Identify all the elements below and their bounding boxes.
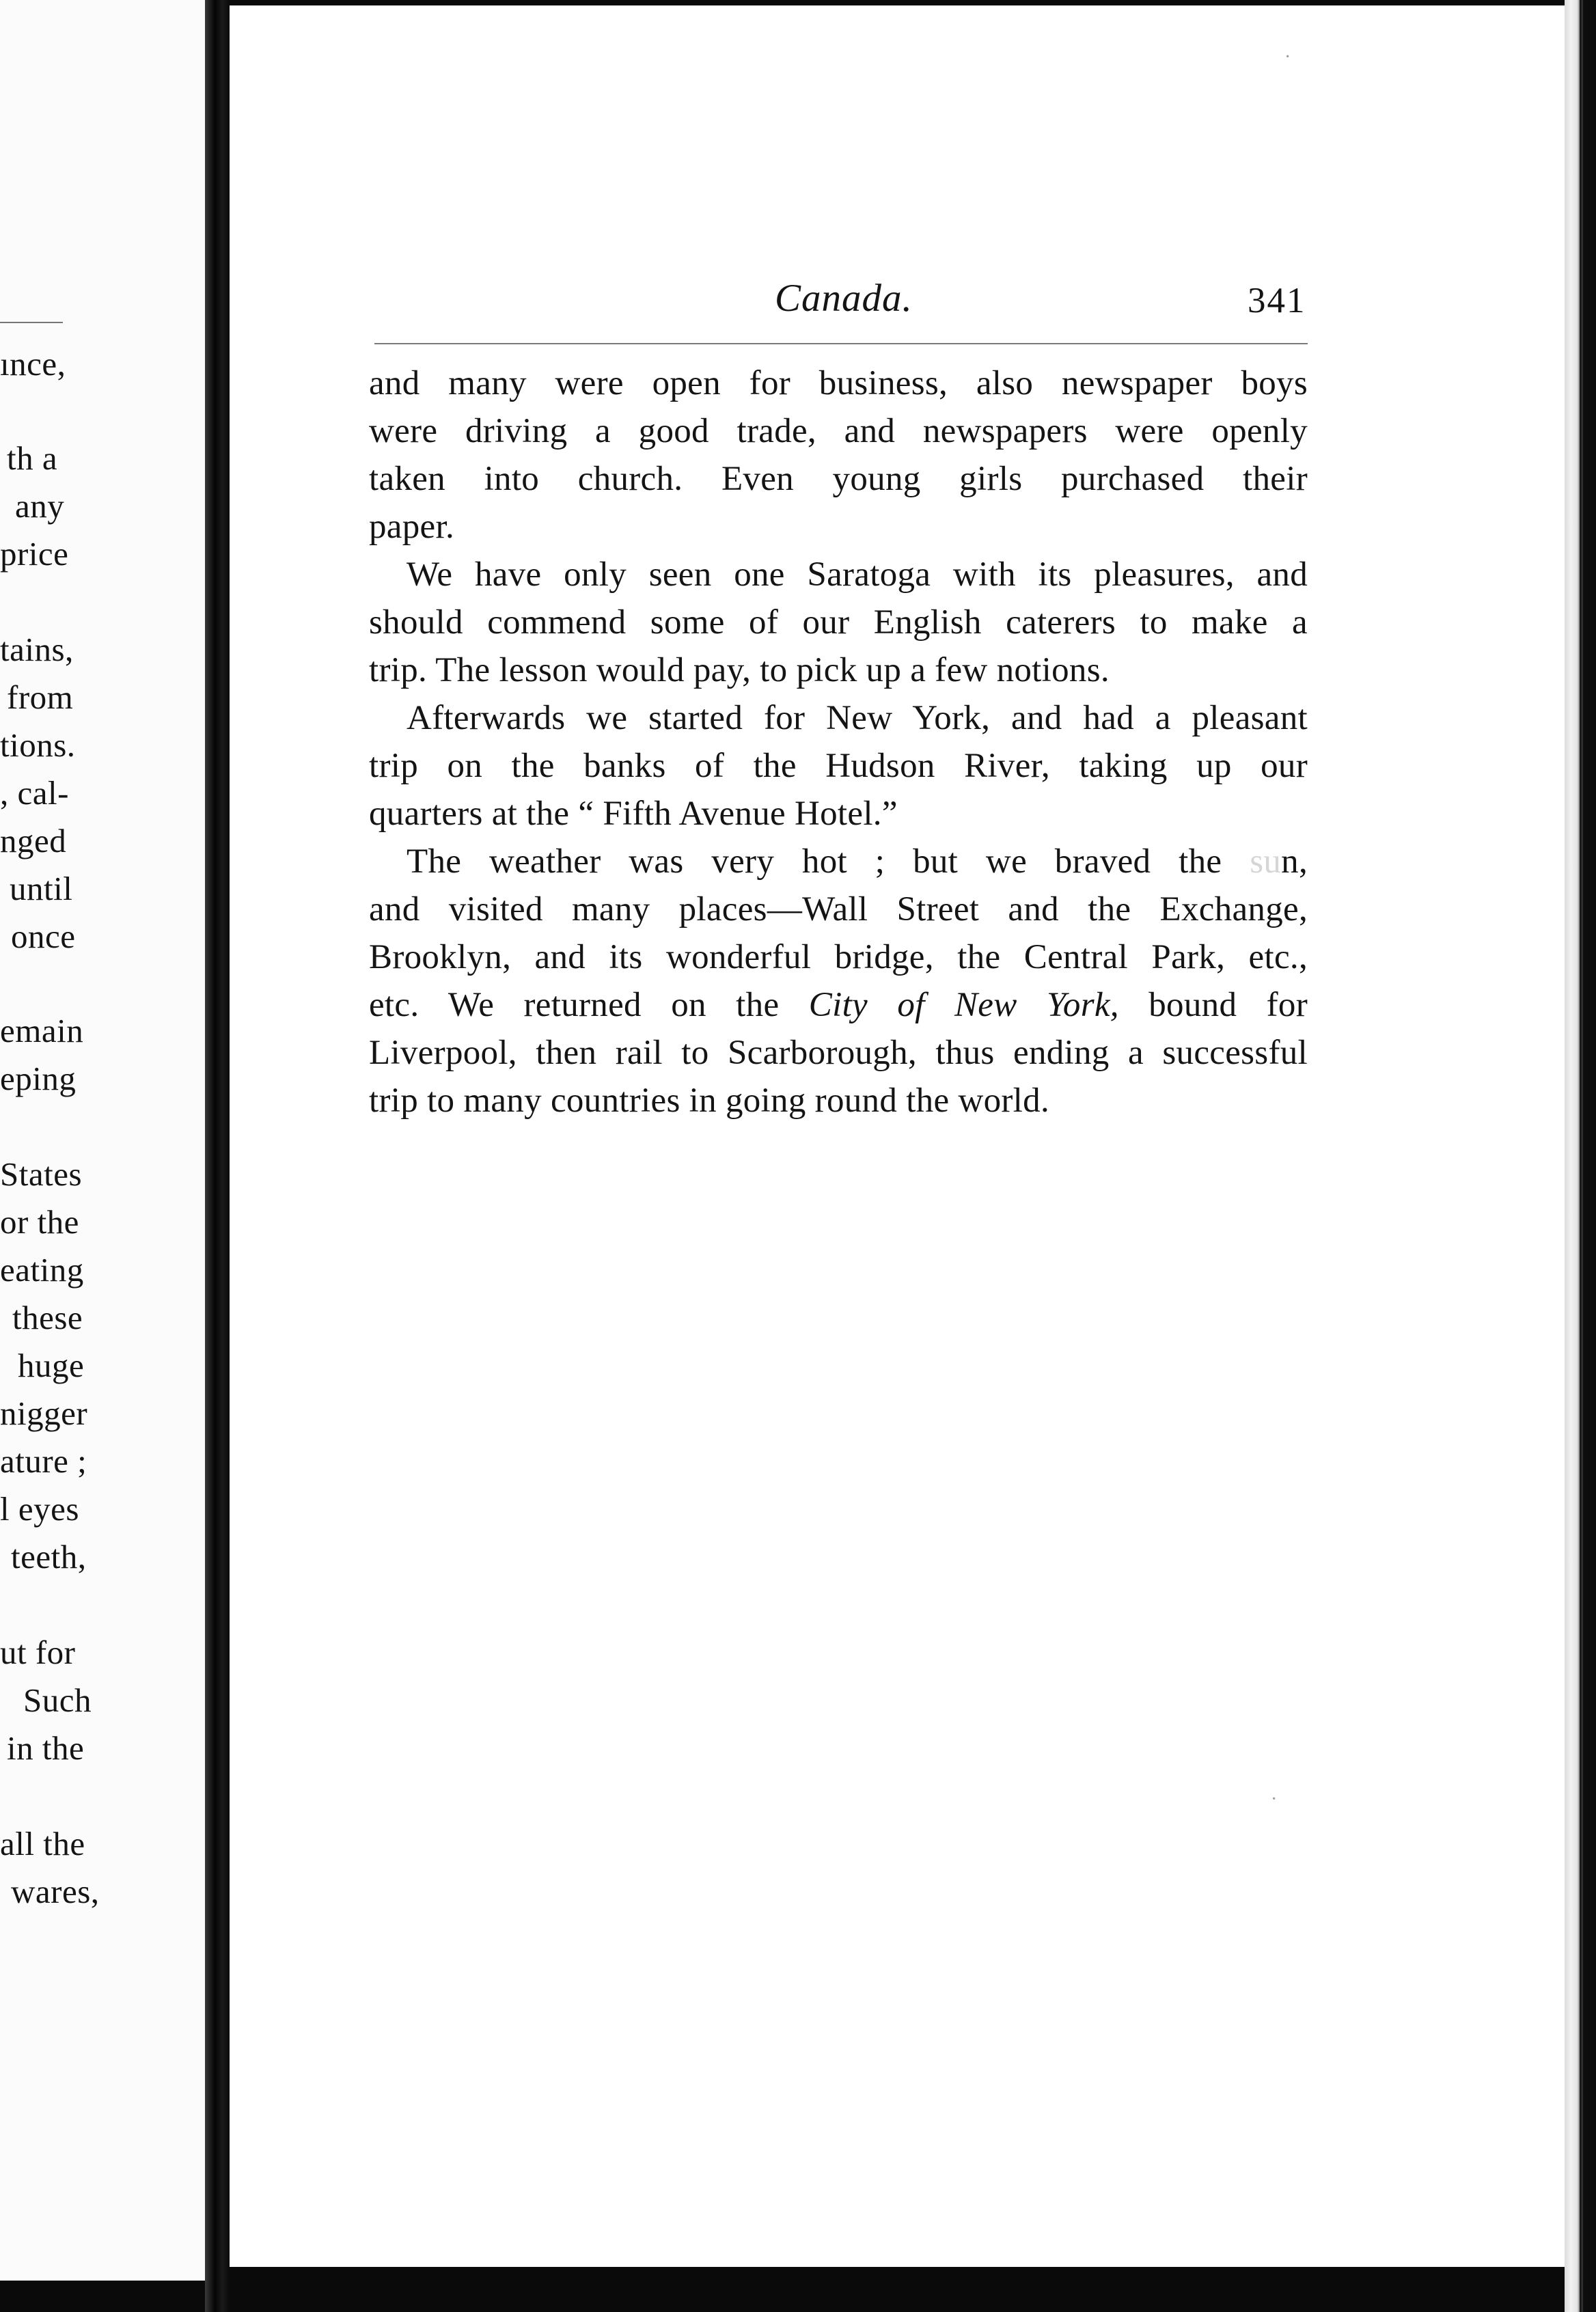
previous-page-text: l eyes [0, 1490, 79, 1528]
previous-page-text: all the [0, 1825, 85, 1862]
text-line: were driving a good trade, and newspapers were openly [369, 412, 1308, 450]
previous-page-text: States [0, 1155, 83, 1193]
previous-page-text: eping [0, 1060, 77, 1097]
text-line: quarters at the “ Fifth Avenue Hotel.” [369, 795, 898, 833]
previous-page-text: ınce, [0, 345, 66, 383]
paragraph [369, 551, 1308, 694]
previous-page-text: emain [0, 1012, 84, 1049]
paragraph [369, 838, 1308, 1125]
previous-page-text: th a [7, 439, 58, 477]
previous-page-text: nged [0, 822, 67, 859]
previous-page-text: these [12, 1299, 83, 1336]
paragraph [369, 359, 1308, 551]
previous-page-text: or the [0, 1203, 79, 1241]
previous-page-head-rule [0, 322, 63, 323]
previous-page-text: any [15, 487, 65, 525]
previous-page-text: in the [7, 1729, 85, 1767]
text-line [369, 838, 1308, 885]
previous-page-text: nigger [0, 1394, 88, 1432]
text-line: We have only seen one Saratoga with its pleasures, and [407, 555, 1308, 594]
previous-page-text: Such [23, 1681, 92, 1719]
current-page [230, 5, 1576, 2267]
previous-page-text: ut for [0, 1634, 76, 1671]
previous-page-text: price [0, 535, 69, 573]
running-head: Canada. [775, 277, 913, 320]
text-line: and visited many places—Wall Street and the Exchange, [369, 890, 1308, 928]
previous-page-text: once [11, 918, 76, 955]
text-line: Afterwards we started for New York, and had a pleasant [407, 699, 1308, 737]
text-line: trip to many countries in going round the world. [369, 1082, 1049, 1120]
page-body [369, 359, 1308, 1125]
paragraph [369, 694, 1308, 838]
text-line: trip on the banks of the Hudson River, taking up our [369, 747, 1308, 785]
previous-page-text: teeth, [11, 1538, 87, 1575]
book-spine [205, 0, 230, 2312]
text-line: taken into church. Even young girls purchased their [369, 460, 1308, 498]
text-line: paper. [369, 508, 454, 546]
text-line [369, 981, 1308, 1029]
scan-speck: · [1271, 1789, 1278, 1810]
text-line: and many were open for business, also newspaper boys [369, 364, 1308, 402]
text-line: trip. The lesson would pay, to pick up a few notions. [369, 651, 1110, 689]
previous-page-text: wares, [11, 1873, 100, 1910]
previous-page-text: from [7, 678, 74, 716]
faded-text-run: su [1250, 842, 1282, 881]
text-run: The weather was very hot ; but we braved the [407, 842, 1222, 881]
previous-page-text: huge [18, 1347, 85, 1384]
previous-page-text: , cal- [0, 774, 69, 812]
previous-page-text: tions. [0, 726, 76, 764]
page-number: 341 [1248, 281, 1306, 320]
header-rule [374, 343, 1308, 344]
text-run: n, [1281, 842, 1308, 881]
previous-page-text: ature ; [0, 1442, 87, 1480]
text-run: etc. We returned on the [369, 986, 780, 1024]
previous-page-text: tains, [0, 631, 74, 668]
scan-speck: · [1284, 46, 1291, 68]
previous-page-fragment [0, 0, 220, 2281]
text-line: should commend some of our English caterers to make a [369, 603, 1308, 642]
page-edge-line [1580, 0, 1582, 2312]
ship-name: City of New York, [808, 986, 1119, 1024]
text-run: bound for [1148, 986, 1308, 1024]
previous-page-text: until [10, 870, 73, 907]
text-line: Liverpool, then rail to Scarborough, thus ending a successful [369, 1034, 1308, 1072]
previous-page-text: eating [0, 1251, 84, 1289]
text-line: Brooklyn, and its wonderful bridge, the Central Park, etc., [369, 938, 1308, 976]
